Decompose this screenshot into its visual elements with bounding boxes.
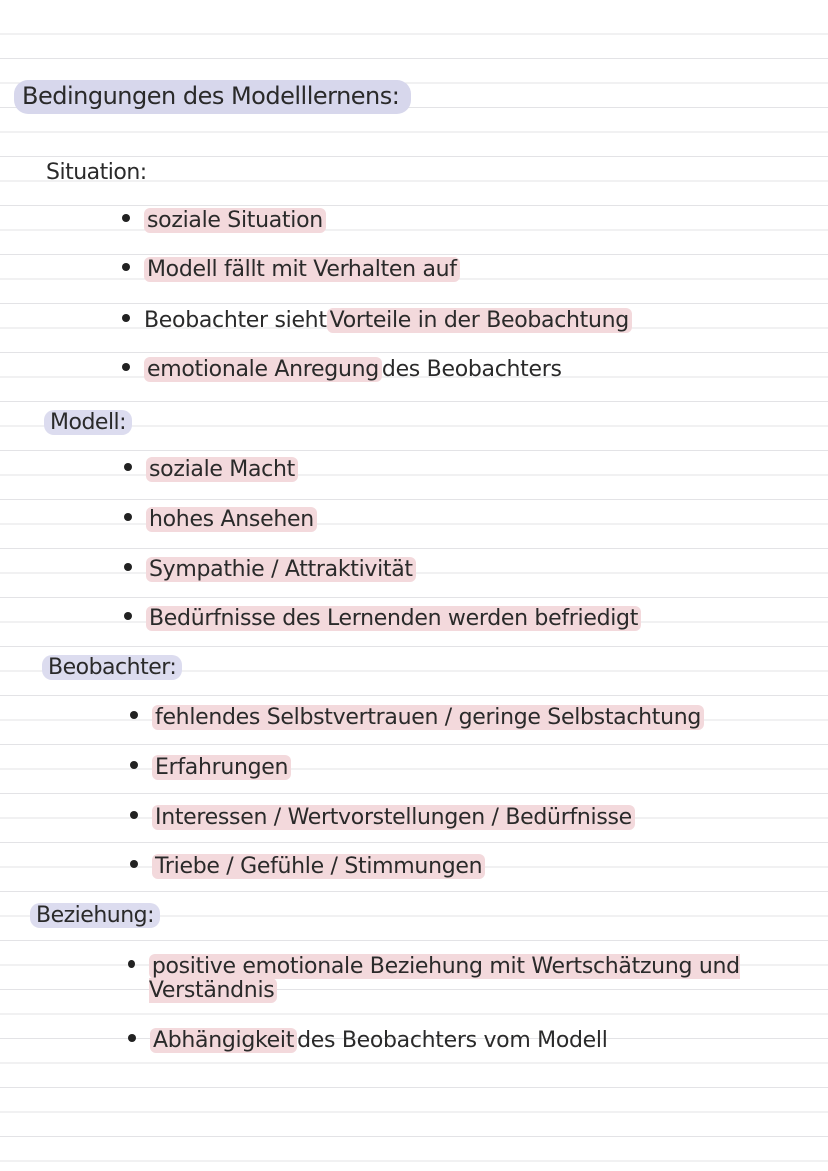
bullet-icon [124, 563, 132, 571]
list-item: hohes Ansehen [124, 507, 317, 532]
section-heading-text: Modell: [44, 410, 132, 435]
page-title: Bedingungen des Modelllernens: [14, 80, 411, 114]
bullet-icon [130, 811, 138, 819]
section-heading-text: Beobachter: [42, 655, 182, 680]
list-item: Modell fällt mit Verhalten auf [122, 257, 460, 282]
bullet-icon [124, 612, 132, 620]
list-item: soziale Situation [122, 208, 326, 233]
list-item: Erfahrungen [130, 755, 291, 780]
section-heading-situation [46, 160, 147, 185]
bullet-icon [122, 363, 130, 371]
list-item: fehlendes Selbstvertrauen / geringe Selbstachtung [130, 705, 704, 730]
bullet-icon [128, 1034, 136, 1042]
bullet-icon [130, 711, 138, 719]
list-item: soziale Macht [124, 457, 298, 482]
bullet-icon [122, 214, 130, 222]
section-heading-beziehung [30, 903, 160, 928]
section-heading-text: Beziehung: [30, 903, 160, 928]
list-item: positive emotionale Beziehung mit Wertschätzung und Verständnis [128, 955, 768, 1003]
bullet-icon [130, 761, 138, 769]
bullet-icon [124, 463, 132, 471]
section-heading-beobachter [42, 655, 182, 680]
list-item: Abhängigkeit des Beobachters vom Modell [128, 1028, 608, 1053]
section-heading-text: Situation: [46, 160, 147, 185]
list-item: Bedürfnisse des Lernenden werden befriedigt [124, 606, 641, 631]
list-item: Interessen / Wertvorstellungen / Bedürfnisse [130, 805, 635, 830]
section-heading-modell [44, 410, 132, 435]
bullet-icon [128, 960, 135, 968]
list-item: Beobachter sieht Vorteile in der Beobachtung [122, 308, 632, 333]
list-item: emotionale Anregung des Beobachters [122, 357, 562, 382]
bullet-icon [130, 860, 138, 868]
list-item: Sympathie / Attraktivität [124, 557, 416, 582]
bullet-icon [122, 263, 130, 271]
bullet-icon [124, 513, 132, 521]
bullet-icon [122, 314, 130, 322]
list-item: Triebe / Gefühle / Stimmungen [130, 854, 485, 879]
